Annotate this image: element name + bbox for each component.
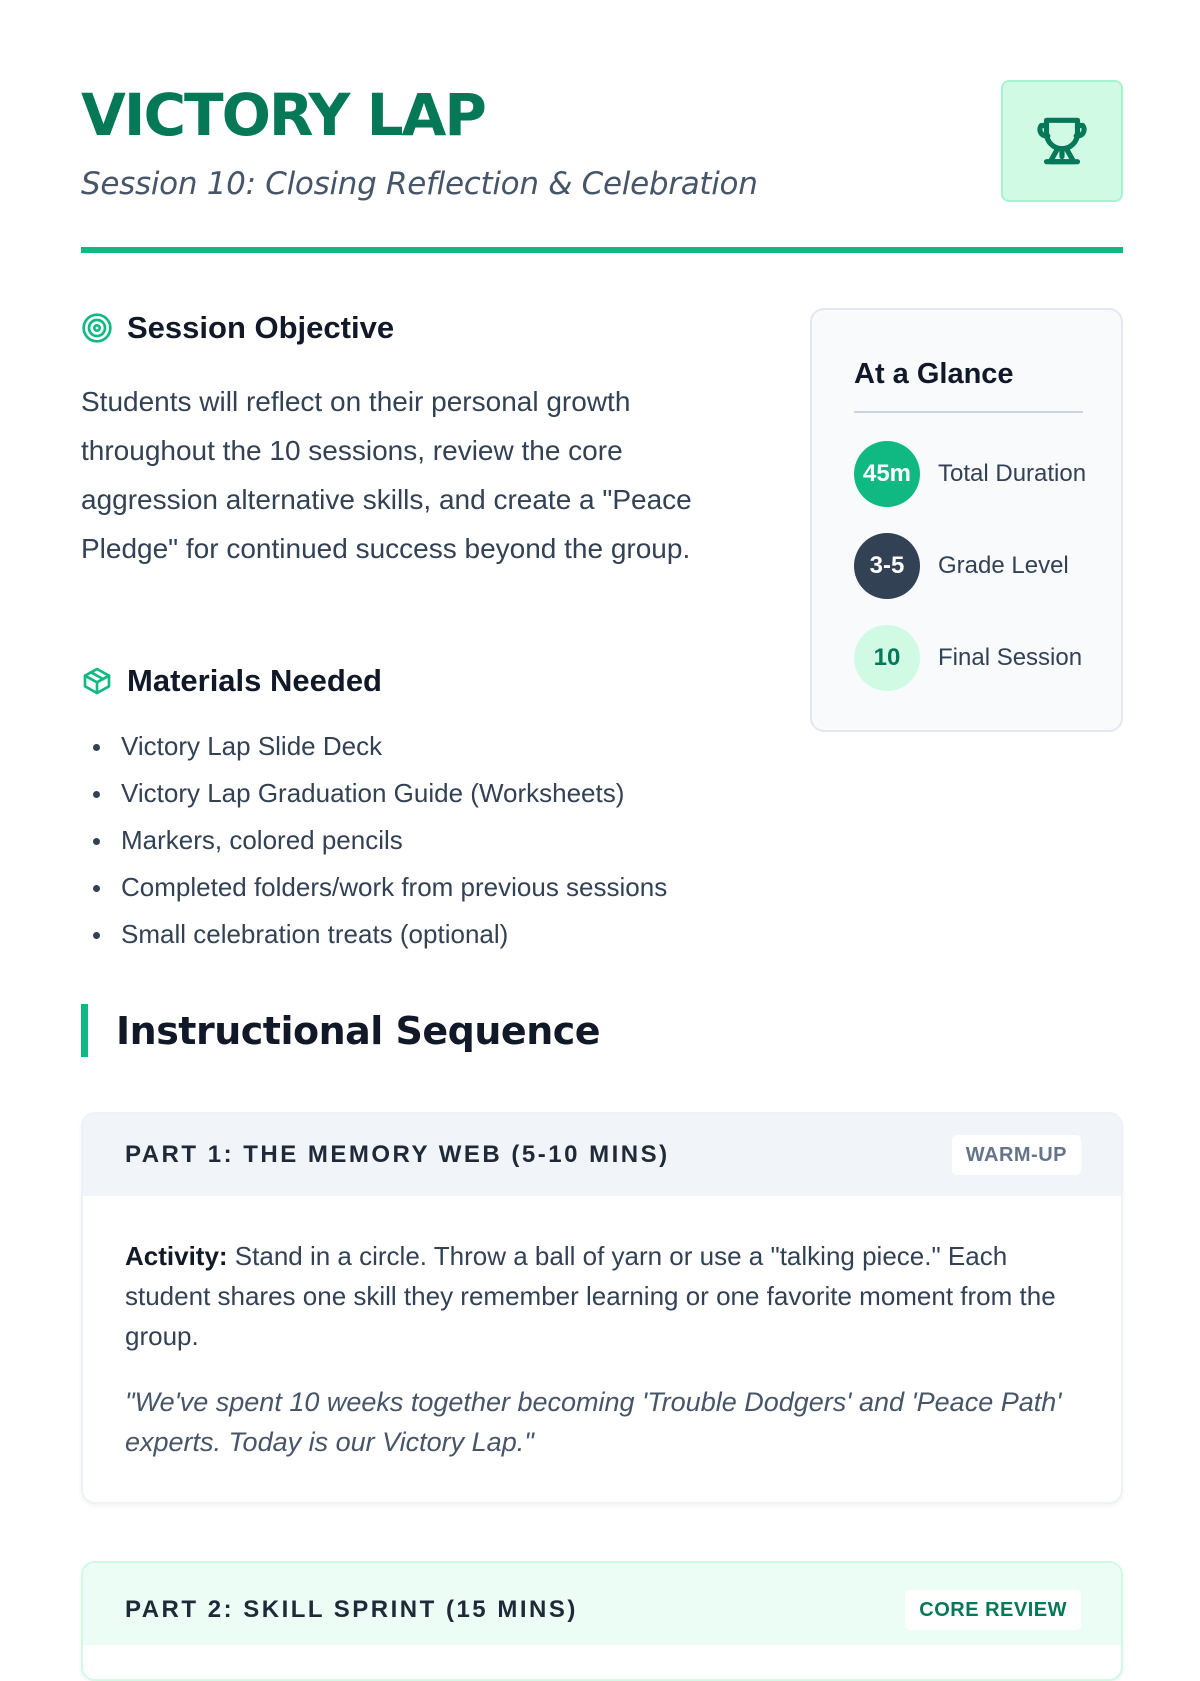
part-card-2 [81,1561,1123,1681]
list-item: Small celebration treats (optional) [81,911,781,958]
page-subtitle: Session 10: Closing Reflection & Celebration [81,166,758,202]
part-title: PART 1: THE MEMORY WEB (5-10 MINS) [125,1141,670,1168]
target-icon [81,312,113,344]
page-title: VICTORY LAP [81,81,485,149]
materials-heading-row [81,661,382,701]
script-quote: "We've spent 10 weeks together becoming 'Trouble Dodgers' and 'Peace Path' experts. Today is our Victory Lap." [125,1387,1062,1457]
stat-label: Total Duration [938,460,1087,487]
list-item: Victory Lap Slide Deck [81,723,781,770]
stat-grade-level [854,533,1088,599]
materials-list [81,723,781,958]
list-item: Victory Lap Graduation Guide (Worksheets) [81,770,781,817]
stat-value: 3-5 [854,533,920,599]
part-card-1 [81,1112,1123,1504]
glance-divider [854,411,1083,413]
stat-session [854,625,1088,691]
objective-heading-row [81,308,394,348]
stat-value: 45m [854,441,920,507]
part-header [83,1114,1121,1196]
sequence-heading-row [81,1004,600,1057]
page-header [81,80,1123,255]
sequence-heading: Instructional Sequence [116,1008,601,1053]
activity-description: Stand in a circle. Throw a ball of yarn or use a "talking piece." Each student shares one skill they remember learning or one favorite moment from the group. [125,1241,1056,1351]
materials-heading: Materials Needed [127,663,382,698]
box-icon [81,665,113,697]
glance-title: At a Glance [854,358,1014,390]
list-item: Completed folders/work from previous sessions [81,864,781,911]
activity-text [125,1236,1065,1356]
objective-text: Students will reflect on their personal growth throughout the 10 sessions, review the core aggression alternative skills, and create a "Peace Pledge" for continued success beyond the group. [81,386,692,564]
stat-label: Final Session [938,644,1083,671]
stat-duration [854,441,1088,507]
objective-heading: Session Objective [127,310,395,345]
header-divider [81,247,1123,253]
heading-accent-bar [81,1004,88,1057]
at-a-glance-card [810,308,1123,732]
part-header [83,1563,1121,1645]
activity-label: Activity: [125,1241,228,1271]
stat-label: Grade Level [938,552,1069,579]
part-body [125,1236,1065,1462]
list-item: Markers, colored pencils [81,817,781,864]
part-title: PART 2: SKILL SPRINT (15 MINS) [125,1596,578,1623]
part-badge: WARM-UP [952,1135,1081,1175]
part-badge: CORE REVIEW [905,1590,1081,1630]
stat-value: 10 [854,625,920,691]
trophy-badge [1001,80,1123,202]
trophy-icon [1031,110,1093,172]
